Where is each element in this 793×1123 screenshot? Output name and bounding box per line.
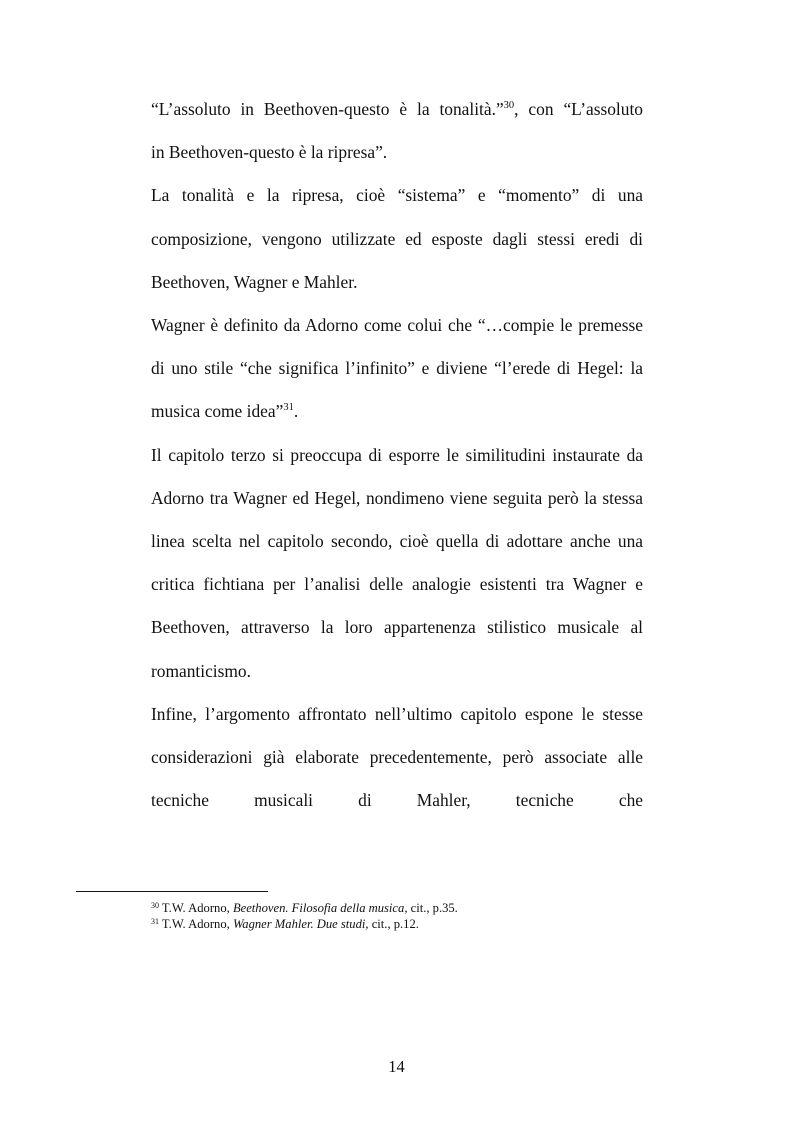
footnote-citation: , cit., p.35. <box>404 901 458 915</box>
paragraph-1-text: “L’assoluto in Beethoven-questo è la tonalità.” <box>151 99 504 119</box>
page-number: 14 <box>388 1057 405 1076</box>
paragraph-1-line-2: in Beethoven-questo è la ripresa”. <box>151 142 388 163</box>
footnote-title: Beethoven. Filosofia della musica <box>232 901 405 915</box>
paragraph-1-text-cont: , con “L’assoluto <box>514 99 643 119</box>
paragraph-3 <box>151 304 643 434</box>
footnote-30 <box>151 900 671 916</box>
paragraph-3-end: . <box>293 401 299 422</box>
paragraph-2: La tonalità e la ripresa, cioè “sistema” e “momento” di una composizione, vengono utilizzate ed esposte dagli stessi eredi di Beethoven, Wagner e Mahler. <box>151 185 643 292</box>
footnote-ref-31[interactable]: 31 <box>283 402 294 414</box>
footnote-31 <box>151 916 671 932</box>
paragraph-3-text: Wagner è definito da Adorno come colui che “…compie le premesse di uno stile “che significa l’infinito” e diviene “l’erede di Hegel: la musica come idea” <box>151 315 643 422</box>
footnotes <box>151 900 671 932</box>
footnote-author: T.W. Adorno, <box>161 901 233 915</box>
footnote-title: Wagner Mahler. Due studi <box>232 917 366 931</box>
paragraph-1 <box>151 88 643 131</box>
paragraph-5: Infine, l’argomento affrontato nell’ultimo capitolo espone le stesse considerazioni già elaborate precedentemente, però associate alle tecniche musicali di Mahler, tecniche che <box>151 703 643 811</box>
footnote-citation: , cit., p.12. <box>365 917 419 931</box>
body-text <box>151 88 643 822</box>
footnote-ref-30[interactable]: 30 <box>503 100 515 111</box>
footnote-divider <box>76 891 268 892</box>
footnote-number: 30 <box>151 901 159 910</box>
paragraph-4: Il capitolo terzo si preoccupa di esporre le similitudini instaurate da Adorno tra Wagner ed Hegel, nondimeno viene seguita però la stessa linea scelta nel capitolo secondo, cioè quella di adottare anche una critica fichtiana per l’analisi delle analogie esistenti tra Wagner e Beethoven, attraverso la loro appartenenza stilistico musicale al romanticismo. <box>151 444 643 681</box>
footnote-number: 31 <box>151 917 159 926</box>
footnote-author: T.W. Adorno, <box>161 917 233 931</box>
